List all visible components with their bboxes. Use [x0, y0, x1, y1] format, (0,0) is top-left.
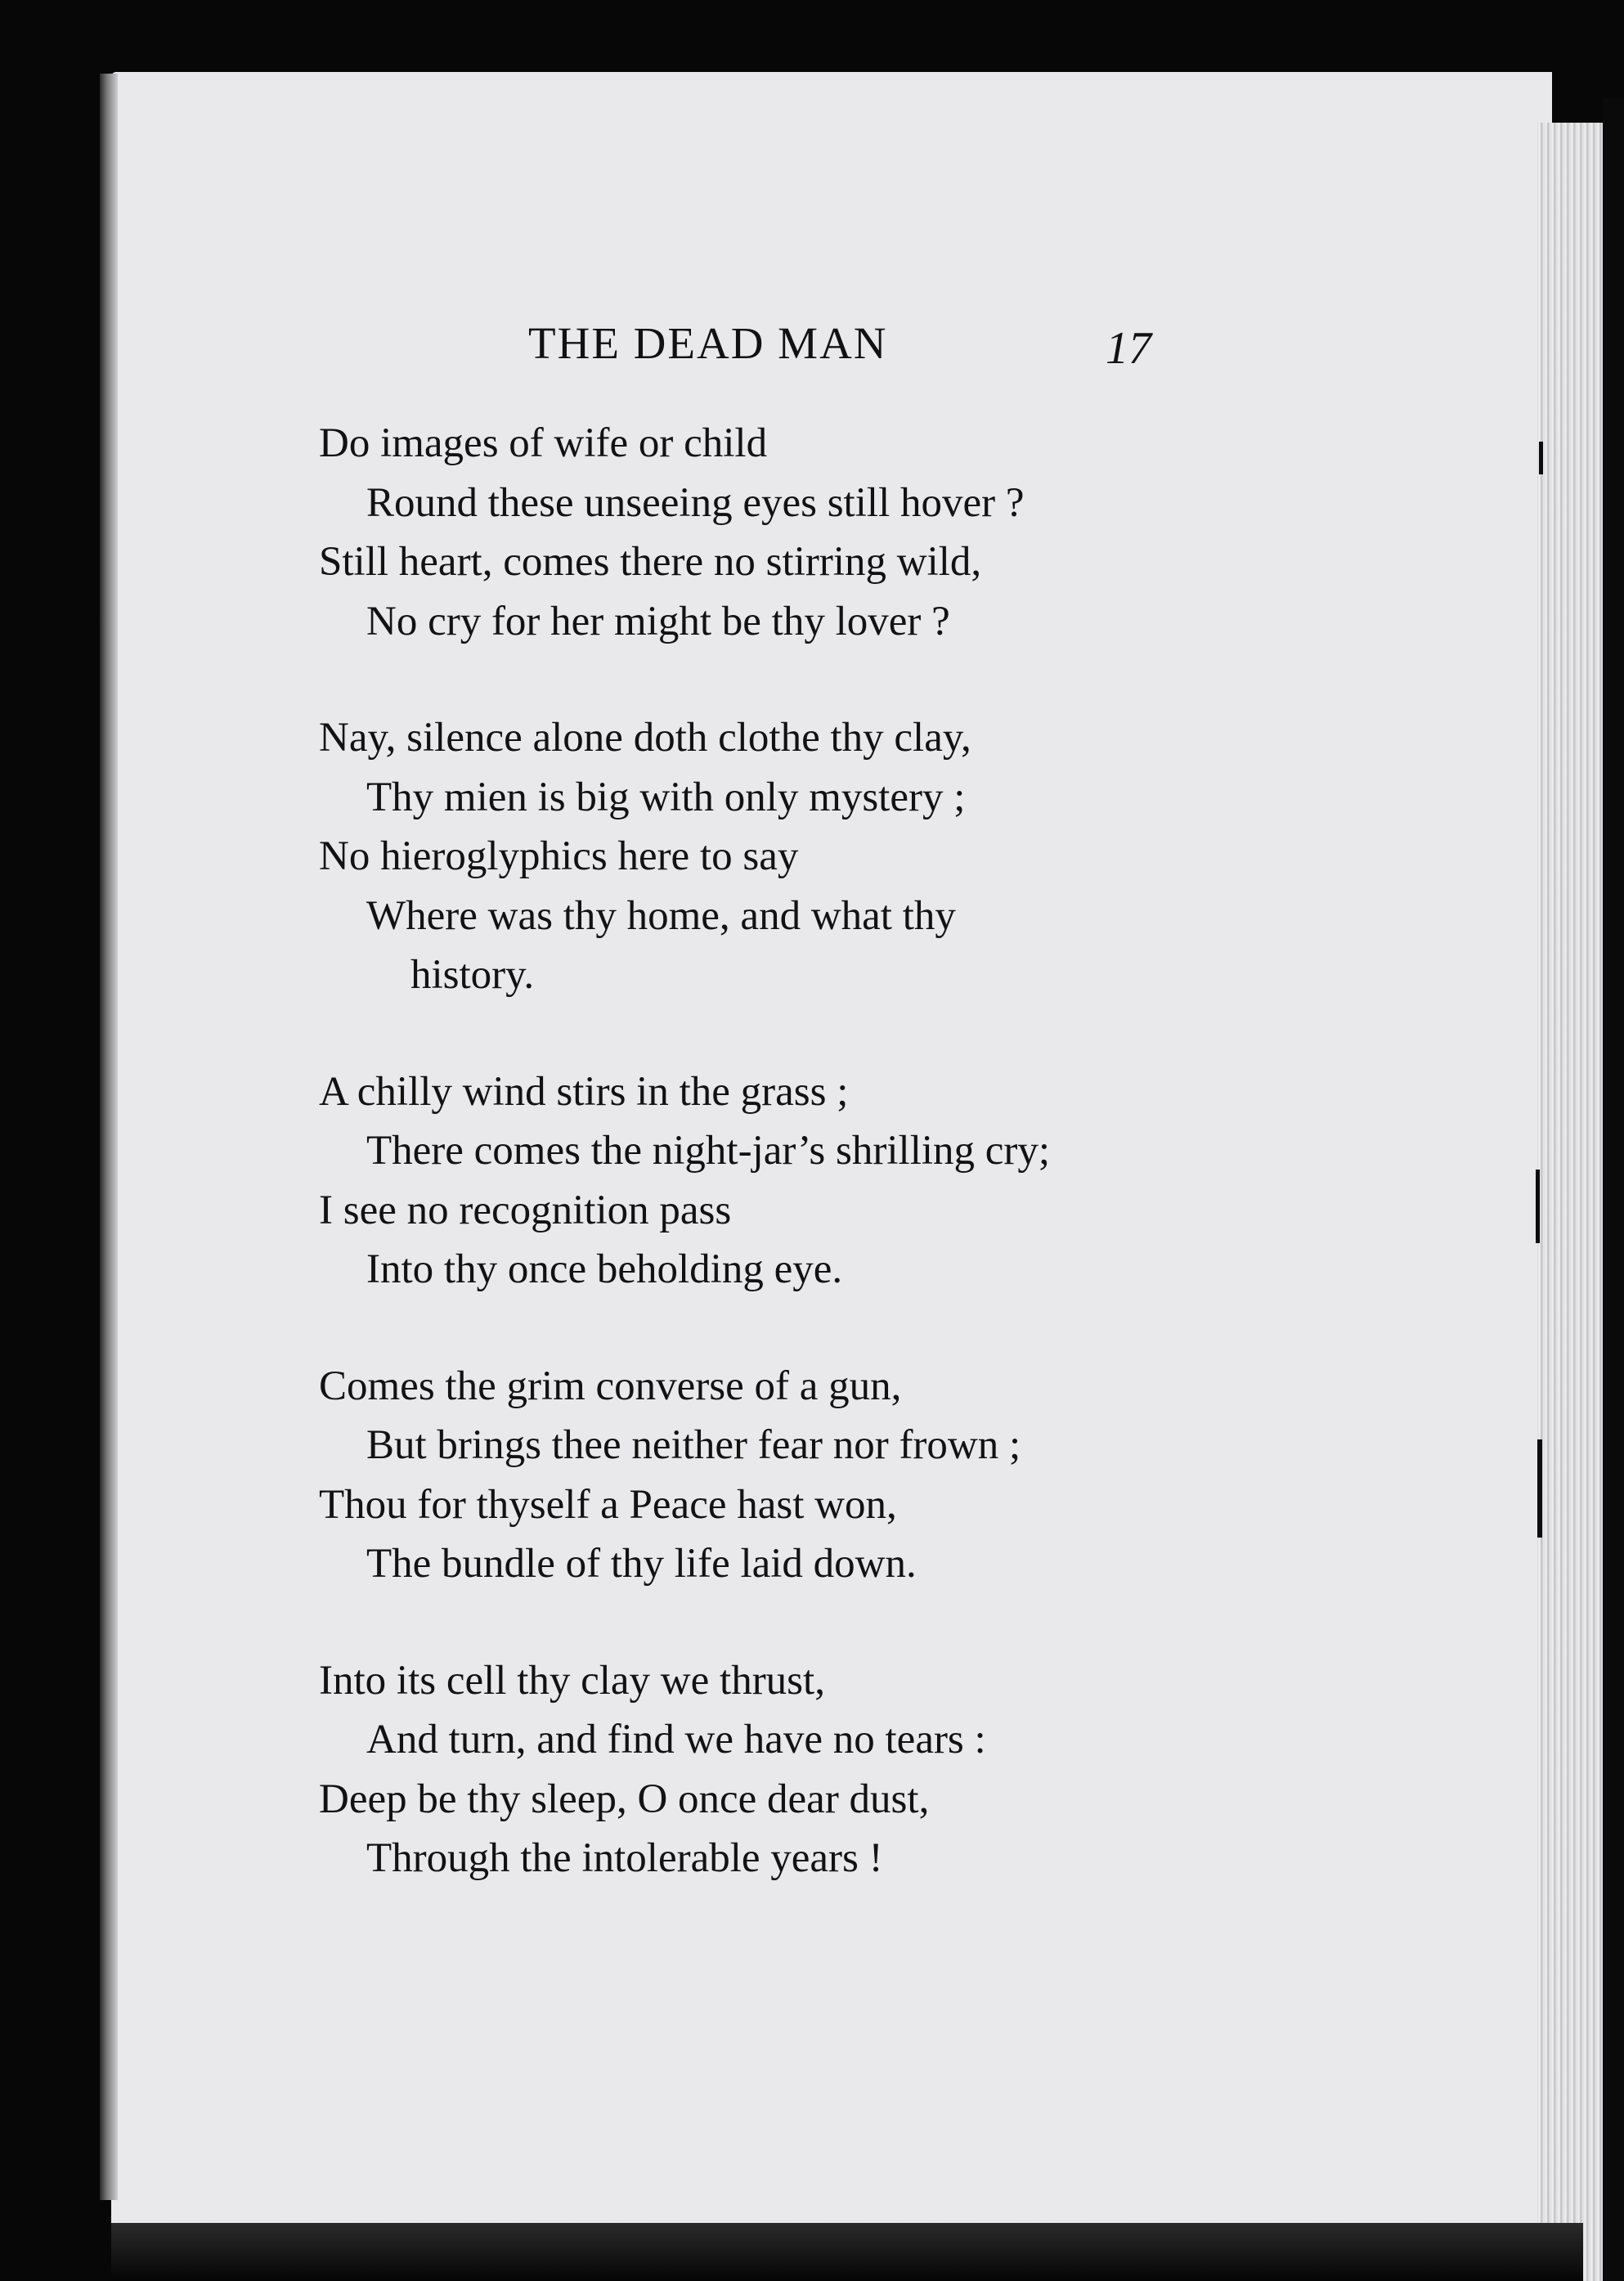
stanza [319, 1357, 1178, 1594]
stanza [319, 1062, 1178, 1300]
poem-line: Comes the grim converse of a gun, [319, 1363, 902, 1409]
scan-border-right [1603, 98, 1624, 2281]
stanza [319, 414, 1178, 651]
poem-line: I see no recognition pass [319, 1187, 732, 1233]
poem-line: There comes the night-jar’s shrilling cry; [366, 1128, 1051, 1174]
edge-mark [1536, 1170, 1540, 1243]
poem-line: Thou for thyself a Peace hast won, [319, 1481, 897, 1528]
page-edges [1537, 123, 1603, 2281]
poem-line: Deep be thy sleep, O once dear dust, [319, 1776, 930, 1822]
edge-mark [1539, 442, 1543, 474]
poem-line: Round these unseeing eyes still hover ? [366, 479, 1025, 526]
poem-line: Into thy once beholding eye. [366, 1246, 843, 1292]
poem-line: Thy mien is big with only mystery ; [366, 774, 966, 820]
page-header [523, 311, 1161, 384]
edge-mark [1537, 1439, 1542, 1538]
poem-line: Still heart, comes there no stirring wild, [319, 539, 982, 585]
page-number: 17 [1106, 323, 1151, 374]
poem-line: No cry for her might be thy lover ? [366, 598, 950, 644]
poem-line: Nay, silence alone doth clothe thy clay, [319, 715, 971, 761]
stanza [319, 1651, 1178, 1888]
poem-line: A chilly wind stirs in the grass ; [319, 1068, 849, 1115]
running-title: THE DEAD MAN [528, 318, 888, 368]
poem-line: Through the intolerable years ! [366, 1835, 883, 1881]
poem-line: The bundle of thy life laid down. [366, 1541, 917, 1587]
poem-line: Do images of wife or child [319, 420, 768, 466]
poem-line: Where was thy home, and what thy [366, 892, 956, 939]
poem-line: No hieroglyphics here to say [319, 833, 799, 879]
page-gutter [100, 74, 118, 2200]
poem-line: And turn, and find we have no tears : [366, 1717, 986, 1762]
poem-line: history. [410, 952, 535, 998]
poem-line: But brings thee neither fear nor frown ; [366, 1422, 1021, 1468]
stanza [319, 708, 1178, 1005]
poem-line: Into its cell thy clay we thrust, [319, 1657, 825, 1704]
scan-border-bottom [111, 2223, 1583, 2281]
poem-body [319, 414, 1178, 1946]
